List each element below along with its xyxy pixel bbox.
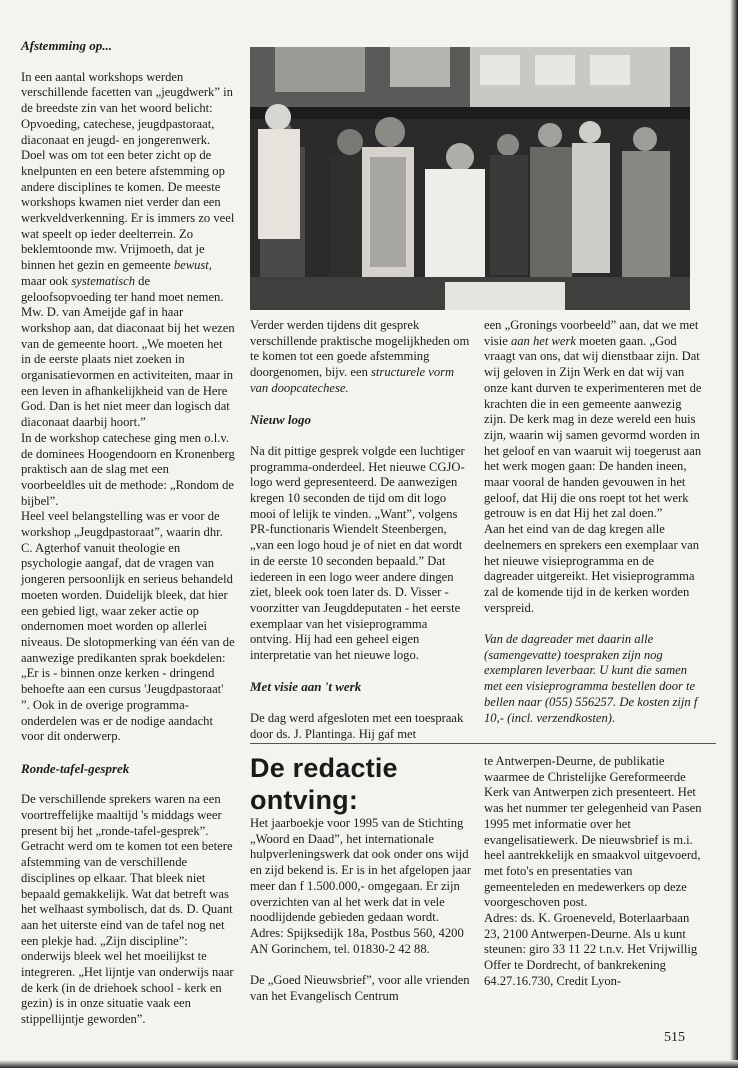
- section-divider: [250, 743, 716, 744]
- paragraph-logo: Na dit pittige gesprek volgde een luchtiger programma-onderdeel. Het nieuwe CGJO-logo werd gepresenteerd. De aanwezigen kregen 10 seconden de tijd om dit logo mooi of lelijk te vinden. „Want”, volgens PR-functionaris Wiendelt Steenbergen, „van een logo houd je of niet en dat wordt in de eerste 10 seconden bepaald.” Dat iedereen in een logo weer andere dingen ziet, bleek ook toen later ds. D. Visser - voorzitter van Jeugddeputaten - het eerste exemplaar van het visieprogramma ontving. Hij had een geheel eigen interpretatie van het nieuwe logo.: [250, 443, 465, 663]
- paragraph-afstemming-3: In de workshop catechese ging men o.l.v. de dominees Hoogendoorn en Kronenberg praktisch aan de slag met een voorbeeldles uit de methode: „Rondom de bijbel”.: [21, 430, 235, 508]
- paragraph-groningen: een „Gronings voorbeeld” aan, dat we met visie aan het werk moeten gaan. „God vraagt van ons, dat wij dienstbaar zijn. Dat wij geloven in Zijn Werk en dat wij van onze kant durven te experimenteren met de krachten die in een gemeente aanwezig zijn. De kerk mag in deze wereld een huis zijn, waarin wij samen gevormd worden in het geloof en van waaruit wij toegerust aan het werk mogen gaan: De handen ineen, maar vooral de handen gevouwen in het geloof, dat Hij die ons roept tot het werk getrouw is en dat Hij het zal doen.”: [484, 318, 702, 521]
- page-edge-shadow: [730, 0, 738, 1068]
- redactie-address-2: Adres: ds. K. Groeneveld, Boterlaarbaan 23, 2100 Antwerpen-Deurne. Als u kunt steunen: giro 33 11 22 t.n.v. Het Vrijwillig Offer te Dordrecht, of bankrekening 64.27.16.730, Credit Lyon-: [484, 911, 698, 988]
- page-bottom-shadow: [0, 1060, 738, 1068]
- redactie-paragraph-antwerpen: te Antwerpen-Deurne, de publikatie waarmee de Christelijke Gereformeerde Kerk van Antwerpen zich presenteert. Het was het nummer ter gelegenheid van Pasen 1995 met informatie over het evangelisatiewerk. De nieuwsbrief is m.i. heel aantrekkelijk en smaakvol uitgevoerd, met foto's en presentaties van gemeenteleden en medewerkers op deze voorgeschoven post.: [484, 754, 702, 910]
- column-right: [484, 318, 706, 726]
- redactie-column-right: [484, 754, 706, 990]
- paragraph-afstemming-2: Mw. D. van Ameijde gaf in haar workshop aan, dat diaconaat bij het wezen van de gemeente hoort. „We moeten het in de eerste plaats niet zoeken in organisatievormen en activiteiten, maar in een leven in afhankelijkheid van de Here God. Dan is het niet meer dan logisch dat diaconaat daarbij hoort.”: [21, 305, 235, 430]
- redactie-paragraph-woord-en-daad: Het jaarboekje voor 1995 van de Stichting „Woord en Daad”, het internationale hulpverleningswerk dat ook onder ons wijd en zijd bekend is. Er is in het afgelopen jaar meer dan f 1.500.000,- omgegaan. Er zijn overzichten van al het werk dat in vele noodlijdende gebieden gedaan wordt.: [250, 816, 472, 925]
- section-heading-afstemming: Afstemming op...: [21, 38, 113, 53]
- paragraph-afstemming-1: In een aantal workshops werden verschillende facetten van „jeugdwerk” in de breedste zin van het woord belicht: Opvoeding, catechese, jeugdpastoraat, diaconaat en jeugd- en jongerenwerk. Doel was om tot een beter zicht op de knelpunten en een betere afstemming op andere disciplines te komen. De meeste workshops kwamen niet verder dan een werkveldverkenning. Er is immers zo veel wat speelt op ieder deelterrein. Zo beklemtoonde mw. Vrijmoeth, dat je binnen het gezin en gemeente bewust, maar ook systematisch de geloofsopvoeding ter hand moet nemen.: [21, 69, 235, 304]
- paragraph-end-of-day: Aan het eind van de dag kregen alle deelnemers en sprekers een exemplaar van het nieuwe visieprogramma en de dagreader uitgereikt. Het visieprogramma zal de komende tijd in de kerken worden verspreid.: [484, 522, 700, 615]
- paragraph-visie: De dag werd afgesloten met een toespraak door ds. J. Plantinga. Hij gaf met: [250, 711, 464, 741]
- redactie-address-1: Adres: Spijksedijk 18a, Postbus 560, 4200 AN Gorinchem, tel. 01830-2 42 88.: [250, 925, 464, 956]
- event-photo-illustration: [250, 47, 690, 310]
- redactie-paragraph-nieuwsbrief: De „Goed Nieuwsbrief”, voor alle vrienden van het Evangelisch Centrum: [250, 973, 470, 1003]
- paragraph-ronde: De verschillende sprekers waren na een voortreffelijke maaltijd 's middags weer present bij het „ronde-tafel-gesprek”. Getracht werd om te komen tot een betere afstemming van de verschillende disciplines op elkaar. That bleek niet bepaald gemakkelijk. Wat dat betreft was het welhaast symbolisch, dat ds. D. Quant aan het uiterste eind van de tafel nog net een plekje had. „Zijn discipline”: onderwijs bleek wel het moeilijkst te integreren. „Het lijntje van onderwijs naar de kerk (in de driehoek school - kerk en gezin) is in onze situatie vaak een stippellijntje geworden”.: [21, 792, 234, 1027]
- paragraph-intro: Verder werden tijdens dit gesprek verschillende praktische mogelijkheden om te komen tot een goede afstemming doorgenomen, bijv. een structurele vorm van doopcatechese.: [250, 318, 470, 395]
- section-heading-logo: Nieuw logo: [250, 412, 312, 428]
- redactie-heading: De redactie ontving:: [250, 753, 398, 815]
- column-left: [21, 38, 235, 1028]
- section-heading-ronde: Ronde-tafel-gesprek: [21, 760, 130, 776]
- column-middle: [250, 318, 470, 743]
- section-heading-visie: Met visie aan 't werk: [250, 679, 362, 695]
- ordering-note: Van de dagreader met daarin alle (samengevatte) toespraken zijn nog exemplaren leverbaar. U kunt die samen met een visieprogramma bestellen door te bellen naar (055) 556257. De kosten zijn f 10,- (incl. verzendkosten).: [484, 632, 698, 725]
- redactie-column-middle: [250, 752, 472, 1004]
- paragraph-afstemming-4: Heel veel belangstelling was er voor de workshop „Jeugdpastoraat”, waarin dhr. C. Agterhof vanuit theologie en psychologie aangaf, dat de vragen van jongeren persoonlijk en serieus behandeld moeten worden. Duidelijk bleek, dat hier een gebied ligt, waar zeker actie op ondernomen moet worden op allerlei niveaus. De slotopmerking van één van de aanwezige predikanten sprak boekdelen: „Er is - binnen onze kerken - dringend behoefte aan een cursus 'Jeugdpastoraat' ”. Ook in de overige programma-onderdelen was er de nodige aandacht voor dit onderwerp.: [21, 509, 235, 744]
- page-number: 515: [664, 1030, 685, 1045]
- event-photo: [250, 47, 690, 310]
